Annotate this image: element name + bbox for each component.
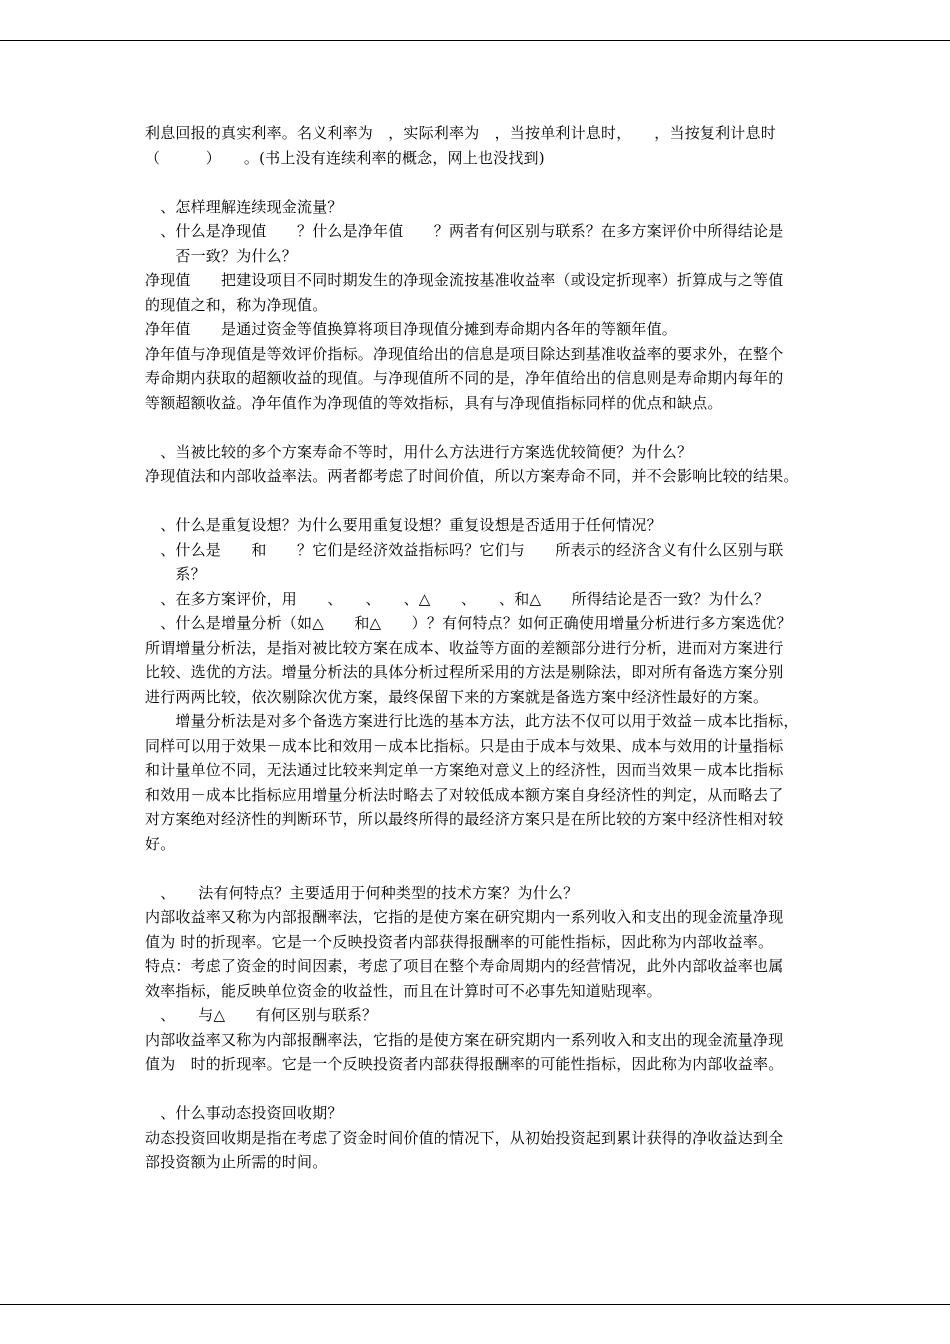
answer-line: 净现值法和内部收益率法。两者都考虑了时间价值，所以方案寿命不同，并不会影响比较的结果。 xyxy=(145,467,799,485)
answer-line: 部投资额为止所需的时间。 xyxy=(145,1153,328,1171)
blank-line xyxy=(145,170,855,195)
answer-line: 值为 时的折现率。它是一个反映投资者内部获得报酬率的可能性指标，因此称为内部收益率。 xyxy=(145,1055,784,1073)
header-rule xyxy=(0,40,950,41)
question-line: 、什么是净现值 ？什么是净年值 ？两者有何区别与联系？在多方案评价中所得结论是 xyxy=(145,222,784,240)
document-body xyxy=(145,121,855,1175)
answer-line: 内部收益率又称为内部报酬率法，它指的是使方案在研究期内一系列收入和支出的现金流量净现 xyxy=(145,908,784,926)
answer-line: 的现值之和，称为净现值。 xyxy=(145,295,328,314)
question-line: 、什么是增量分析（如△ 和△ ）？有何特点？如何正确使用增量分析进行多方案选优？ xyxy=(145,614,792,632)
text-line: 利息回报的真实利率。名义利率为 ，实际利率为 ，当按单利计息时， ，当按复利计息时 xyxy=(145,124,776,142)
blank-line xyxy=(145,856,855,881)
answer-line: 效率指标，能反映单位资金的收益性，而且在计算时可不必事先知道贴现率。 xyxy=(145,981,662,1000)
question-line: 、怎样理解连续现金流量？ xyxy=(145,197,343,216)
answer-line: 同样可以用于效果－成本比和效用－成本比指标。只是由于成本与效果、成本与效用的计量指标 xyxy=(145,736,784,755)
question-line: 、 法有何特点？主要适用于何种类型的技术方案？为什么？ xyxy=(145,883,579,902)
question-line: 、什么是重复设想？为什么要用重复设想？重复设想是否适用于任何情况？ xyxy=(145,516,662,534)
answer-line: 寿命期内获取的超额收益的现值。与净现值所不同的是，净年值给出的信息则是寿命期内每年的 xyxy=(145,369,784,387)
footer-rule xyxy=(0,1304,950,1305)
answer-line: 所谓增量分析法，是指对被比较方案在成本、收益等方面的差额部分进行分析，进而对方案进行 xyxy=(145,638,784,657)
answer-line: 净现值 把建设项目不同时期发生的净现金流按基准收益率（或设定折现率）折算成与之等值 xyxy=(145,271,784,289)
question-line: 、在多方案评价，用 、 、 、△ 、 、和△ 所得结论是否一致？为什么？ xyxy=(145,589,770,608)
text-line: （ ） 。(书上没有连续利率的概念，网上也没找到) xyxy=(145,148,545,167)
answer-line: 增量分析法是对多个备选方案进行比选的基本方法，此方法不仅可以用于效益－成本比指标， xyxy=(145,712,799,730)
answer-line: 内部收益率又称为内部报酬率法，它指的是使方案在研究期内一系列收入和支出的现金流量净现 xyxy=(145,1030,784,1049)
answer-line: 好。 xyxy=(145,834,176,853)
answer-line: 净年值 是通过资金等值换算将项目净现值分摊到寿命期内各年的等额年值。 xyxy=(145,320,678,338)
answer-line: 和效用－成本比指标应用增量分析法时略去了对较低成本额方案自身经济性的判定，从而略去了 xyxy=(145,785,784,804)
answer-line: 动态投资回收期是指在考虑了资金时间价值的情况下，从初始投资起到累计获得的净收益达到全 xyxy=(145,1128,784,1147)
answer-line: 进行两两比较，依次剔除次优方案，最终保留下来的方案就是备选方案中经济性最好的方案。 xyxy=(145,687,769,706)
question-line: 、 与△ 有何区别与联系？ xyxy=(145,1006,378,1024)
question-line: 、当被比较的多个方案寿命不等时，用什么方法进行方案选优较简便？为什么？ xyxy=(145,442,693,461)
answer-line: 净年值与净现值是等效评价指标。净现值给出的信息是项目除达到基准收益率的要求外，在整个 xyxy=(145,344,784,363)
answer-line: 和计量单位不同，无法通过比较来判定单一方案绝对意义上的经济性，因而当效果－成本比指标 xyxy=(145,761,784,779)
question-line: 系？ xyxy=(145,565,206,583)
question-line: 、什么事动态投资回收期？ xyxy=(145,1104,343,1122)
blank-line xyxy=(145,1077,855,1102)
answer-line: 等额超额收益。净年值作为净现值的等效指标，具有与净现值指标同样的优点和缺点。 xyxy=(145,393,723,412)
answer-line: 值为 时的折现率。它是一个反映投资者内部获得报酬率的可能性指标，因此称为内部收益率。 xyxy=(145,932,774,951)
blank-line xyxy=(145,489,855,514)
blank-line xyxy=(145,415,855,440)
question-line: 、什么是 和 ？它们是经济效益指标吗？它们与 所表示的经济含义有什么区别与联 xyxy=(145,540,784,559)
answer-line: 比较、选优的方法。增量分析法的具体分析过程所采用的方法是剔除法，即对所有备选方案分别 xyxy=(145,663,784,681)
answer-line: 对方案绝对经济性的判断环节，所以最终所得的最经济方案只是在所比较的方案中经济性相对较 xyxy=(145,810,784,828)
answer-line: 特点：考虑了资金的时间因素，考虑了项目在整个寿命周期内的经营情况，此外内部收益率也属 xyxy=(145,957,784,975)
question-line: 否一致？为什么？ xyxy=(145,246,298,265)
